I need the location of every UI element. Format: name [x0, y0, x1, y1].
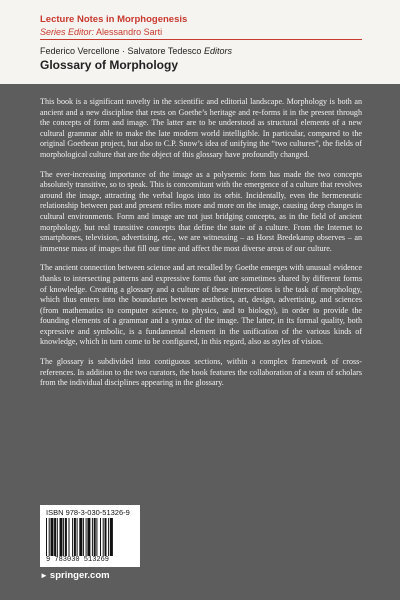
barcode-bar: [69, 518, 70, 556]
publisher-link[interactable]: [40, 570, 110, 581]
barcode-bar: [72, 518, 73, 556]
series-title: Lecture Notes in Morphogenesis: [40, 14, 188, 25]
barcode-bar: [65, 518, 67, 556]
barcode-bar: [51, 518, 54, 556]
series-editor: [40, 27, 162, 37]
series-editor-name: Alessandro Sarti: [96, 27, 163, 37]
blurb-body: [40, 97, 362, 398]
barcode-bars: [46, 518, 134, 556]
barcode-bar: [54, 518, 56, 556]
barcode-bar: [49, 518, 50, 556]
barcode-bar: [105, 518, 107, 556]
barcode-bar: [103, 518, 104, 556]
barcode-bar: [77, 518, 78, 556]
blurb-paragraph: The ever-increasing importance of the image as a polysemic form has made the two concepts absolutely transitive, so to speak. This is concomitant with the emergence of a culture that revolves around the image, attracting the verbal logos into its orbit. Incidentally, even the hermeneutic relationship between past and present relies more and more on the image, causing deep changes in cultural environments. Form and image are not just bridging concepts, as in the field of ancient morphology, but real transitive concepts that define the state of a culture. From the Internet to smartphones, television, advertising, etc., we are witnessing – as Horst Bredekamp observes – an immense mass of images that fill our time and affect the most diverse areas of our culture.: [40, 169, 362, 253]
barcode-bar: [94, 518, 96, 556]
blurb-paragraph: This book is a significant novelty in the scientific and editorial landscape. Morphology is both an ancient and a new discipline that rests on Goethe’s heritage and re-forms it in the present through the concepts of form and image. The latter are to be understood as structural elements of a new cultural grammar able to make the late modern world intelligible. In particular, compared to the original Goethean project, but also to C.P. Snow’s idea of unifying the “two cultures”, the fields of morphological culture that are the object of this glossary have profoundly changed.: [40, 97, 362, 159]
barcode-bar: [46, 518, 47, 556]
isbn-label: ISBN 978-3-030-51326-9: [46, 508, 130, 517]
barcode-box: [40, 505, 140, 567]
header-divider: [40, 39, 362, 40]
editors-names: Federico Vercellone · Salvatore Tedesco: [40, 46, 202, 56]
book-editors: [40, 46, 232, 56]
barcode-bar: [79, 518, 82, 556]
publisher-name: springer.com: [49, 570, 110, 581]
barcode-bar: [92, 518, 93, 556]
series-editor-label: Series Editor:: [40, 27, 95, 37]
barcode-bar: [83, 518, 84, 556]
barcode-bar: [57, 518, 58, 556]
barcode-bar: [100, 518, 101, 556]
barcode-bar: [110, 518, 113, 556]
blurb-paragraph: The glossary is subdivided into contiguous sections, within a complex framework of cross-references. In addition to the two curators, the book features the collaboration of a team of scholars from the individual disciplines appearing in the glossary.: [40, 357, 362, 388]
cover-header: [0, 0, 400, 84]
editors-label: Editors: [203, 46, 232, 56]
barcode-bar: [108, 518, 109, 556]
barcode-bar: [74, 518, 76, 556]
barcode-digits: 9 783030 513269: [46, 556, 110, 564]
barcode-bar: [96, 518, 97, 556]
barcode-bar: [87, 518, 90, 556]
barcode-bar: [86, 518, 87, 556]
barcode-bar: [60, 518, 63, 556]
barcode-bar: [63, 518, 64, 556]
book-title: Glossary of Morphology: [40, 58, 179, 72]
blurb-paragraph: The ancient connection between science and art recalled by Goethe emerges with unusual evidence thanks to intersecting patterns and expressive forms that are sometimes shared by different forms of knowledge. Creating a glossary and a culture of these intersections is the task of morphology, which thus enters into the boundaries between aesthetics, art, design, advertising, and sciences (from mathematics to computer science, to physics, and to biology), in order to provide the founding elements of a grammar and a syntax of the image. The latter, in its formal quality, both expressive and symbolic, is a fundamental element in the unification of the various kinds of knowledge, which in turn come to be configured, in this regard, also as styles of vision.: [40, 263, 362, 347]
arrow-icon: ►: [40, 571, 48, 580]
